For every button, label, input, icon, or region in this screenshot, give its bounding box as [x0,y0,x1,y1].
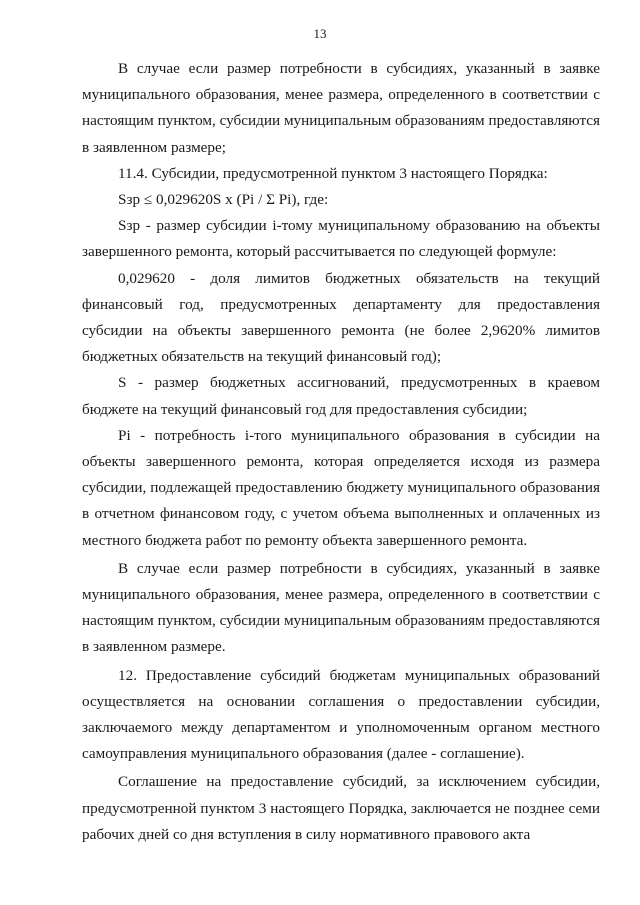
paragraph: S - размер бюджетных ассигнований, предусмотренных в краевом бюджете на текущий финансовый год для предоставления субсидии; [82,374,600,418]
paragraph: 12. Предоставление субсидий бюджетам муниципальных образований осуществляется на основании соглашения о предоставлении субсидии, заключаемого между департаментом и уполномоченным органом местного самоуправления муниципального образования (далее - соглашение). [82,666,600,763]
paragraph: 0,029620 - доля лимитов бюджетных обязательств на текущий финансовый год, предусмотренных департаменту для предоставления субсидии на объекты завершенного ремонта (не более 2,9620% лимитов бюджетных обязательств на текущий финансовый год); [82,269,600,366]
paragraph: Соглашение на предоставление субсидий, за исключением субсидии, предусмотренной пунктом 3 настоящего Порядка, заключается не позднее семи рабочих дней со дня вступления в силу нормативного правового акта [82,773,600,843]
paragraph: 11.4. Субсидии, предусмотренной пунктом 3 настоящего Порядка: [118,164,548,182]
paragraph: В случае если размер потребности в субсидиях, указанный в заявке муниципального образования, менее размера, определенного в соответствии с настоящим пунктом, субсидии муниципальным образованиям предоставляются в заявленном размере. [82,559,600,656]
page-number: 13 [313,26,327,41]
paragraph: Sзр - размер субсидии i-тому муниципальному образованию на объекты завершенного ремонта, который рассчитывается по следующей формуле: [82,217,600,261]
formula-paragraph: Sзр ≤ 0,029620S x (Pi / Σ Pi), где: [118,191,329,209]
paragraph: Pi - потребность i-того муниципального образования в субсидии на объекты завершенного ремонта, которая определяется исходя из размера субсидии, подлежащей предоставлению бюджету муниципального образования в отчетном финансовом году, с учетом объема выполненных и оплаченных из местного бюджета работ по ремонту объекта завершенного ремонта. [82,426,600,549]
paragraph: В случае если размер потребности в субсидиях, указанный в заявке муниципального образования, менее размера, определенного в соответствии с настоящим пунктом, субсидии муниципальным образованиям предоставляются в заявленном размере; [82,60,600,156]
document-body [82,56,600,848]
